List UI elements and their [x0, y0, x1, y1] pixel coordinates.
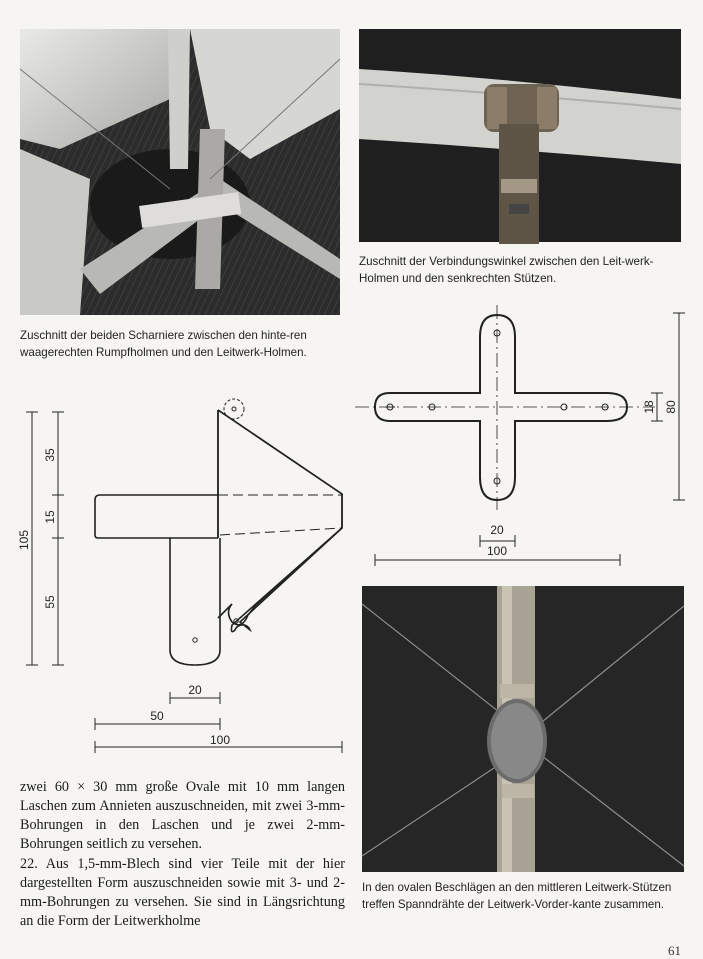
caption-connection-angle: Zuschnitt der Verbindungswinkel zwischen den Leit-werk-Holmen und den senkrechten Stützen.	[359, 255, 654, 285]
caption-oval-fitting: In den ovalen Beschlägen an den mittleren Leitwerk-Stützen treffen Spanndrähte der Leitwerk-Vorder-kante zusammen.	[362, 881, 672, 911]
dim-total-width: 100	[209, 733, 231, 747]
paragraph-continued: zwei 60 × 30 mm große Ovale mit 10 mm langen Laschen zum Annieten auszuschneiden, mit zwei 3-mm-Bohrungen in den Laschen und je zwei 2-mm-Bohrungen seitlich zu versehen.	[20, 779, 345, 852]
dim-total-width-cross: 100	[486, 544, 508, 558]
photo-oval-fitting	[362, 586, 684, 872]
dim-top: 35	[43, 448, 57, 462]
dim-total-height: 105	[17, 529, 31, 551]
photo-hinge-joint	[20, 29, 340, 315]
dim-bottom: 55	[43, 595, 57, 609]
dim-arm-width: 20	[490, 523, 504, 537]
dim-tab-width: 20	[188, 683, 202, 697]
drawing-hinge-template	[17, 390, 355, 765]
page-number: 61	[668, 943, 681, 958]
dim-middle: 15	[43, 510, 57, 524]
cross-outline	[375, 315, 627, 500]
dim-small-height: 18	[642, 400, 656, 414]
paragraph-step-22: 22. Aus 1,5-mm-Blech sind vier Teile mit der hier dargestellten Form auszuschneiden sowie mit 3- und 2-mm-Bohrungen zu versehen. Sie sind in Längsrichtung an die Form der Leitwerkholme	[20, 856, 345, 929]
caption-hinge-joint: Zuschnitt der beiden Scharniere zwischen den hinte-ren waagerechten Rumpfholmen und den Leitwerk-Holmen.	[20, 329, 307, 359]
hinge-outline	[170, 410, 342, 665]
drawing-cross-template	[355, 305, 690, 570]
photo-connection-angle	[359, 29, 681, 242]
dim-total-height-cross: 80	[664, 400, 678, 414]
dim-stem-offset: 50	[150, 709, 164, 723]
